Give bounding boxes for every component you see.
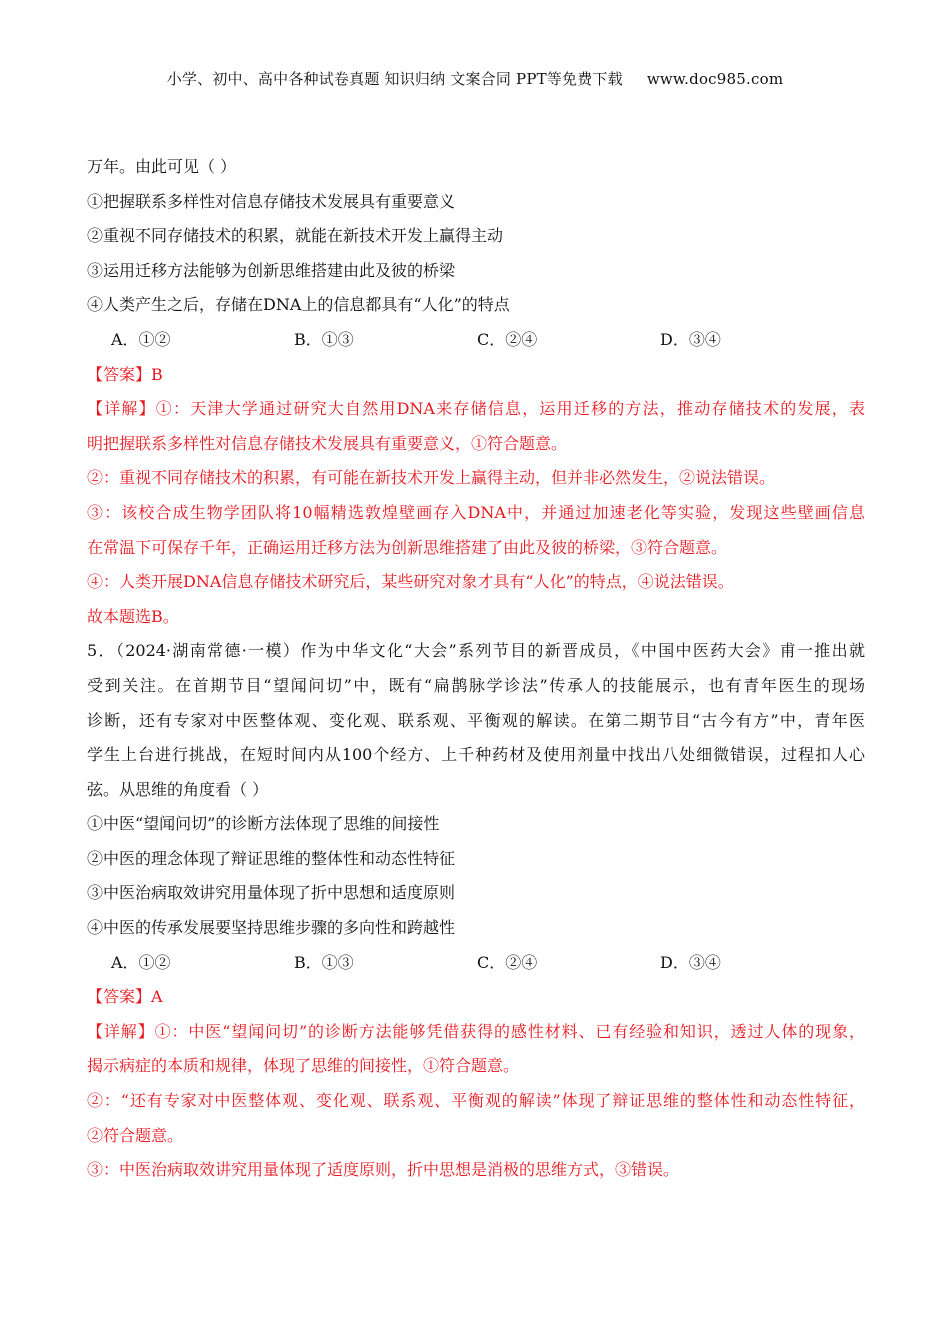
- q5-explanation-line: 揭示病症的本质和规律，体现了思维的间接性，①符合题意。: [87, 1056, 520, 1076]
- q4-statement: ④人类产生之后，存储在DNA上的信息都具有“人化”的特点: [87, 295, 510, 315]
- q5-statement: ④中医的传承发展要坚持思维步骤的多向性和跨越性: [87, 918, 456, 938]
- q4-option-d: D．③④: [660, 329, 721, 349]
- q5-option-a: A．①②: [111, 952, 171, 972]
- q5-stem-line: 5．（2024·湖南常德·一模）作为中华文化“大会”系列节目的新晋成员，《中国中医药大会》甫一推出就: [87, 641, 865, 661]
- q5-explanation-line: ②符合题意。: [87, 1125, 184, 1145]
- q4-intro-tail: 万年。由此可见（ ）: [87, 157, 237, 176]
- q5-explanation-line: 【详解】①：中医“望闻问切”的诊断方法能够凭借获得的感性材料、已有经验和知识，透过人体的现象，: [87, 1021, 865, 1041]
- q5-explanation-line: ③：中医治病取效讲究用量体现了适度原则，折中思想是消极的思维方式，③错误。: [87, 1160, 680, 1180]
- q5-options: [87, 946, 865, 981]
- question-content: [87, 150, 865, 1188]
- q4-conclusion: 故本题选B。: [87, 606, 179, 626]
- q5-stem-line: 诊断，还有专家对中医整体观、变化观、联系观、平衡观的解读。在第二期节目“古今有方”中，青年医: [87, 710, 865, 730]
- q5-stem-line: 受到关注。在首期节目“望闻问切”中，既有“扁鹊脉学诊法”传承人的技能展示，也有青年医生的现场: [87, 675, 865, 695]
- q5-statement: ①中医“望闻问切”的诊断方法体现了思维的间接性: [87, 814, 440, 834]
- q4-explanation-line: ②：重视不同存储技术的积累，有可能在新技术开发上赢得主动，但并非必然发生，②说法错误。: [87, 468, 776, 488]
- q4-explanation-line: 在常温下可保存千年，正确运用迁移方法为创新思维搭建了由此及彼的桥梁，③符合题意。: [87, 537, 728, 557]
- q4-statement: ①把握联系多样性对信息存储技术发展具有重要意义: [87, 191, 456, 211]
- q5-explanation-line: ②：“还有专家对中医整体观、变化观、联系观、平衡观的解读”体现了辩证思维的整体性和动态性特征，: [87, 1091, 865, 1111]
- q5-option-b: B．①③: [294, 952, 354, 972]
- q4-options: [87, 323, 865, 358]
- q4-explanation-line: ④：人类开展DNA信息存储技术研究后，某些研究对象才具有“人化”的特点，④说法错误。: [87, 572, 734, 592]
- q5-stem-line: 学生上台进行挑战，在短时间内从100个经方、上千种药材及使用剂量中找出八处细微错误，过程扣人心: [87, 745, 865, 765]
- q4-explanation-line: 【详解】①：天津大学通过研究大自然用DNA来存储信息，运用迁移的方法，推动存储技术的发展，表: [87, 399, 865, 419]
- header-site-link[interactable]: www.doc985.com: [646, 70, 784, 88]
- q4-option-c: C．②④: [477, 329, 538, 349]
- q4-explanation-line: ③：该校合成生物学团队将10幅精选敦煌壁画存入DNA中，并通过加速老化等实验，发现这些壁画信息: [87, 502, 865, 522]
- q4-statement: ③运用迁移方法能够为创新思维搭建由此及彼的桥梁: [87, 260, 456, 280]
- q4-statement: ②重视不同存储技术的积累，就能在新技术开发上赢得主动: [87, 226, 504, 246]
- q5-answer: 【答案】A: [87, 987, 163, 1007]
- q5-statement: ③中医治病取效讲究用量体现了折中思想和适度原则: [87, 883, 456, 903]
- q5-statement: ②中医的理念体现了辩证思维的整体性和动态性特征: [87, 848, 456, 868]
- page-header: [0, 68, 950, 89]
- header-text: 小学、初中、高中各种试卷真题 知识归纳 文案合同 PPT等免费下载: [166, 70, 623, 88]
- q5-option-d: D．③④: [660, 952, 721, 972]
- q4-option-a: A．①②: [111, 329, 171, 349]
- q4-option-b: B．①③: [294, 329, 354, 349]
- q5-stem-line: 弦。从思维的角度看（ ）: [87, 779, 269, 799]
- q4-explanation-line: 明把握联系多样性对信息存储技术发展具有重要意义，①符合题意。: [87, 433, 568, 453]
- q4-answer: 【答案】B: [87, 364, 163, 384]
- q5-option-c: C．②④: [477, 952, 538, 972]
